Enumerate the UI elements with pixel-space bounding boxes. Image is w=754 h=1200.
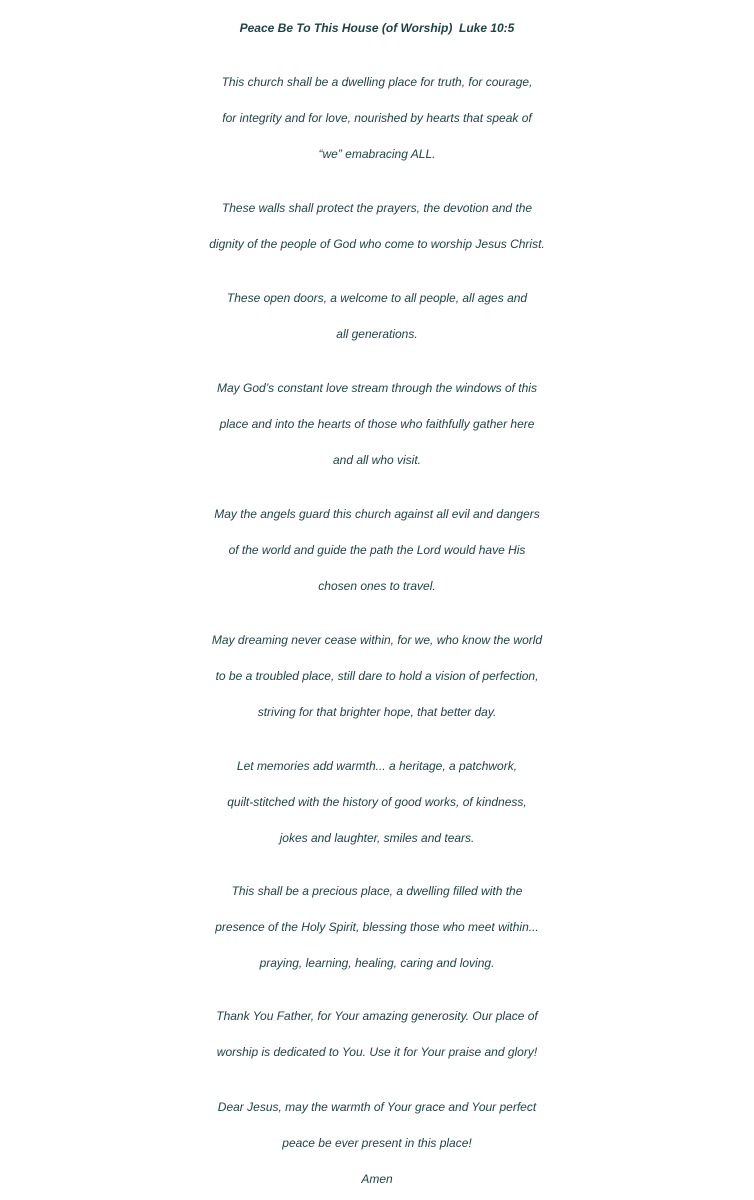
paragraph-2: [0, 190, 754, 262]
paragraph-line: presence of the Holy Spirit, blessing those who meet within...: [215, 920, 539, 934]
paragraph-5: [0, 496, 754, 604]
paragraph-line: Let memories add warmth... a heritage, a patchwork,: [236, 759, 518, 773]
document-title: Peace Be To This House (of Worship) Luke 10:5: [239, 21, 515, 35]
paragraph-10: [0, 1089, 754, 1197]
paragraph-line: chosen ones to travel.: [318, 579, 436, 593]
paragraph-line: These walls shall protect the prayers, the devotion and the: [221, 201, 533, 215]
paragraph-line: worship is dedicated to You. Use it for Your praise and glory!: [216, 1045, 538, 1059]
paragraph-line: May the angels guard this church against all evil and dangers: [214, 507, 540, 521]
paragraph-line: Dear Jesus, may the warmth of Your grace and Your perfect: [217, 1100, 537, 1114]
paragraph-line: and all who visit.: [332, 453, 422, 467]
paragraph-line: May God’s constant love stream through the windows of this: [217, 381, 537, 395]
paragraph-line: quilt-stitched with the history of good works, of kindness,: [227, 795, 527, 809]
paragraph-1: [0, 64, 754, 172]
paragraph-8: [0, 873, 754, 981]
paragraph-line: praying, learning, healing, caring and loving.: [259, 956, 495, 970]
paragraph-line: These open doors, a welcome to all people, all ages and: [226, 291, 528, 305]
paragraph-line: place and into the hearts of those who faithfully gather here: [219, 417, 535, 431]
paragraph-line: dignity of the people of God who come to worship Jesus Christ.: [209, 237, 545, 251]
paragraph-9: [0, 998, 754, 1070]
paragraph-line: This shall be a precious place, a dwelling filled with the: [231, 884, 523, 898]
paragraph-line: for integrity and for love, nourished by hearts that speak of: [222, 111, 532, 125]
paragraph-line: Thank You Father, for Your amazing generosity. Our place of: [216, 1009, 538, 1023]
paragraph-line: May dreaming never cease within, for we, who know the world: [211, 633, 543, 647]
paragraph-7: [0, 748, 754, 856]
paragraph-line: “we” emabracing ALL.: [318, 147, 436, 161]
paragraph-line: This church shall be a dwelling place for truth, for courage,: [221, 75, 533, 89]
paragraph-line: all generations.: [336, 327, 418, 341]
paragraph-line: peace be ever present in this place!: [282, 1136, 472, 1150]
paragraph-line: of the world and guide the path the Lord would have His: [228, 543, 526, 557]
paragraph-line: jokes and laughter, smiles and tears.: [279, 831, 475, 845]
paragraph-line: to be a troubled place, still dare to hold a vision of perfection,: [215, 669, 539, 683]
paragraph-3: [0, 280, 754, 352]
paragraph-line: striving for that brighter hope, that better day.: [257, 705, 497, 719]
paragraph-6: [0, 622, 754, 730]
paragraph-line: Amen: [361, 1172, 393, 1186]
paragraph-4: [0, 370, 754, 478]
